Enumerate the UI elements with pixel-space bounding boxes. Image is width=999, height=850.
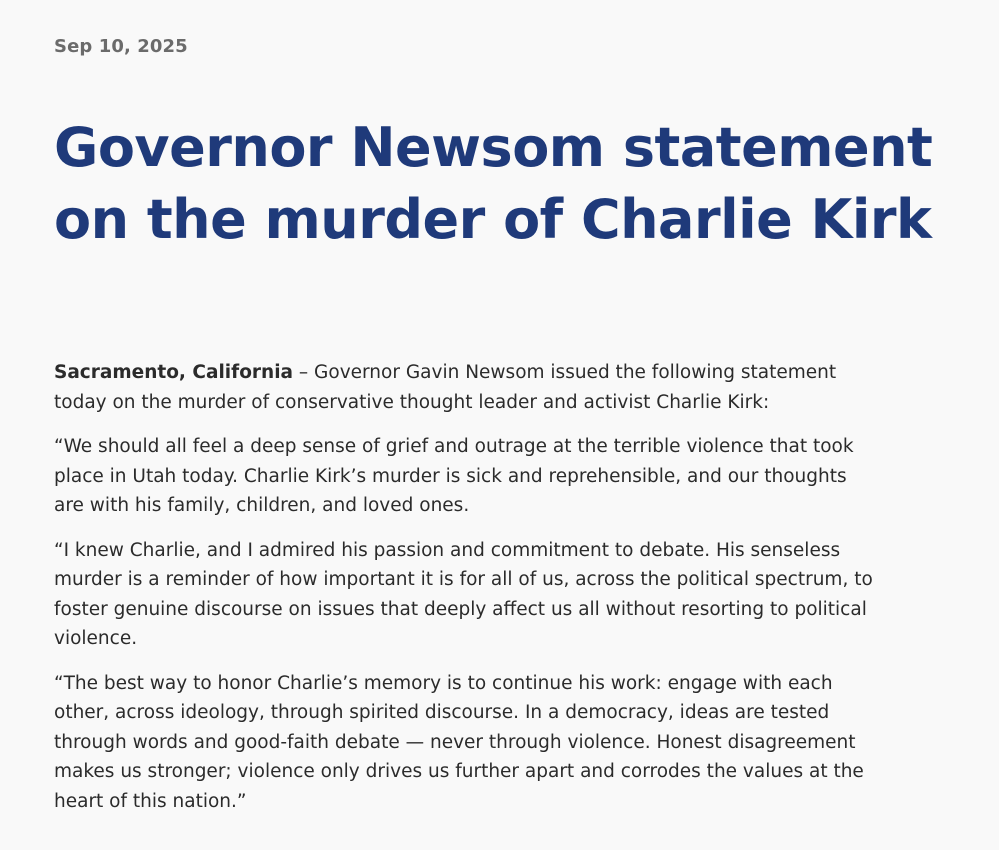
publish-date: Sep 10, 2025 — [54, 36, 188, 57]
quote-paragraph-3: “The best way to honor Charlie’s memory is to continue his work: engage with each other, across ideology, through spirited discourse. In a democracy, ideas are tested through words and good-faith debate — never through violence. Honest disagreement makes us stronger; violence only drives us further apart and corrodes the values at the heart of this nation.” — [54, 672, 864, 812]
quote-paragraph-2: “I knew Charlie, and I admired his passion and commitment to debate. His senseless murder is a reminder of how important it is for all of us, across the political spectrum, to foster genuine discourse on issues that deeply affect us all without resorting to political violence. — [54, 539, 873, 649]
page-title — [54, 112, 954, 256]
dateline: Sacramento, California — [54, 362, 294, 383]
page-title-line-1: Governor Newsom statement — [54, 116, 933, 179]
lead-paragraph — [54, 358, 874, 417]
page-title-line-2: on the murder of Charlie Kirk — [54, 188, 932, 251]
lead-text: – Governor Gavin Newsom issued the following statement today on the murder of conservative thought leader and activist Charlie Kirk: — [54, 362, 837, 413]
article-body — [54, 358, 874, 831]
quote-paragraph-1: “We should all feel a deep sense of grief and outrage at the terrible violence that took place in Utah today. Charlie Kirk’s murder is sick and reprehensible, and our thoughts are with his family, children, and loved ones. — [54, 436, 854, 516]
